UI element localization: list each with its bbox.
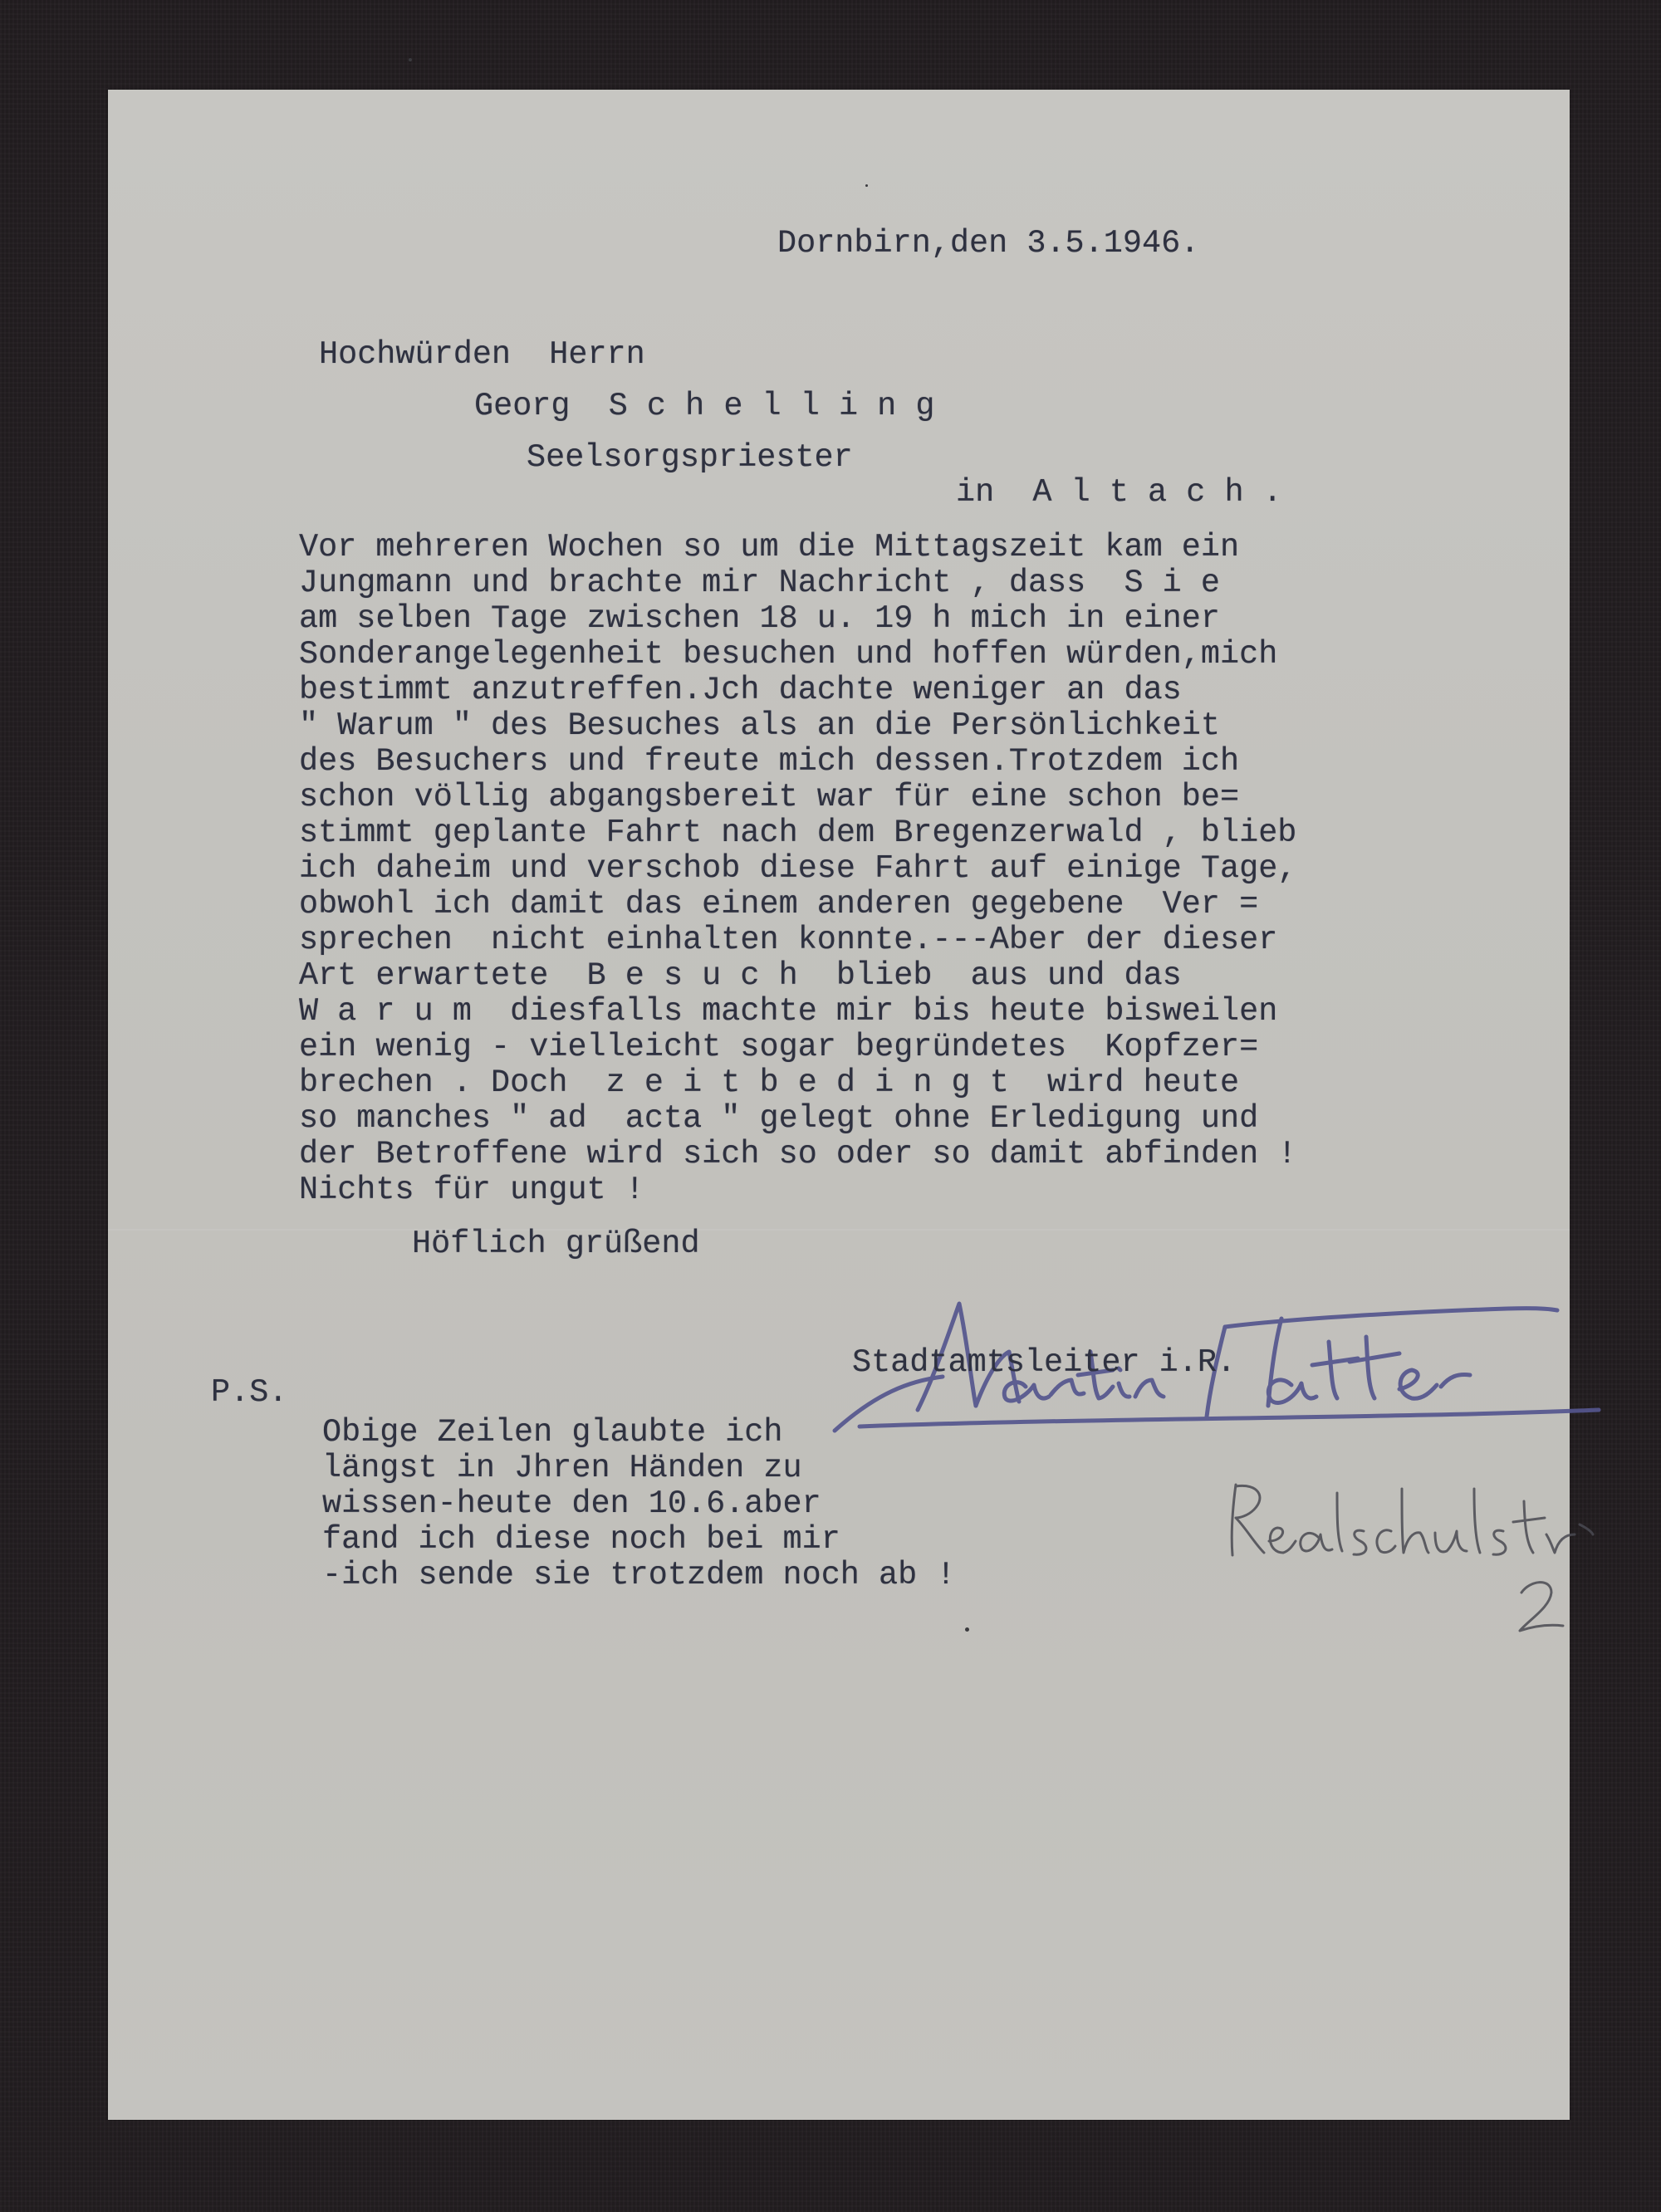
body-line: schon völlig abgangsbereit war für eine schon be= xyxy=(299,779,1240,815)
body-line: Nichts für ungut ! xyxy=(299,1172,644,1208)
body-line: W a r u m diesfalls machte mir bis heute bisweilen xyxy=(299,993,1278,1030)
body-line: brechen . Doch z e i t b e d i n g t wird heute xyxy=(299,1064,1240,1101)
body-line: ein wenig - vielleicht sogar begründetes Kopfzer= xyxy=(299,1029,1259,1065)
dust-speck xyxy=(865,184,868,187)
ps-label: P.S. xyxy=(211,1374,288,1411)
body-line: sprechen nicht einhalten konnte.---Aber der dieser xyxy=(299,922,1278,958)
body-line: ich daheim und verschob diese Fahrt auf einige Tage, xyxy=(299,850,1297,887)
salutation: Hochwürden Herrn xyxy=(319,336,645,373)
body-line: am selben Tage zwischen 18 u. 19 h mich in einer xyxy=(299,600,1220,637)
ps-line: fand ich diese noch bei mir xyxy=(322,1521,840,1558)
recipient-place: in A l t a c h . xyxy=(956,474,1282,511)
ps-line: wissen-heute den 10.6.aber xyxy=(322,1485,821,1522)
pencil-annotation xyxy=(1221,1476,1644,1642)
body-line: bestimmt anzutreffen.Jch dachte weniger an das xyxy=(299,672,1182,708)
closing: Höflich grüßend xyxy=(412,1226,700,1262)
body-line: Jungmann und brachte mir Nachricht , dass S i e xyxy=(299,565,1220,601)
body-line: Art erwartete B e s u c h blieb aus und das xyxy=(299,957,1182,994)
body-line: Sonderangelegenheit besuchen und hoffen würden,mich xyxy=(299,636,1278,673)
body-line: stimmt geplante Fahrt nach dem Bregenzerwald , blieb xyxy=(299,815,1297,851)
dust-speck xyxy=(409,58,412,61)
date-line: Dornbirn,den 3.5.1946. xyxy=(777,225,1200,262)
ps-line: längst in Jhren Händen zu xyxy=(322,1450,802,1486)
recipient-name: Georg S c h e l l i n g xyxy=(474,388,935,424)
body-line: des Besuchers und freute mich dessen.Trotzdem ich xyxy=(299,743,1240,780)
sender-title: Stadtamtsleiter i.R. xyxy=(852,1344,1237,1381)
body-line: so manches " ad acta " gelegt ohne Erledigung und xyxy=(299,1100,1259,1137)
dust-speck xyxy=(965,1627,969,1632)
letter-sheet xyxy=(108,90,1570,2120)
body-line: " Warum " des Besuches als an die Persönlichkeit xyxy=(299,707,1220,744)
ps-line: Obige Zeilen glaubte ich xyxy=(322,1414,783,1451)
body-line: Vor mehreren Wochen so um die Mittagszeit kam ein xyxy=(299,529,1240,565)
paper-fold xyxy=(108,1229,1570,1231)
body-line: obwohl ich damit das einem anderen gegebene Ver = xyxy=(299,886,1259,922)
ps-line: -ich sende sie trotzdem noch ab ! xyxy=(322,1557,956,1593)
body-line: der Betroffene wird sich so oder so damit abfinden ! xyxy=(299,1136,1297,1172)
recipient-title: Seelsorgspriester xyxy=(527,439,853,476)
